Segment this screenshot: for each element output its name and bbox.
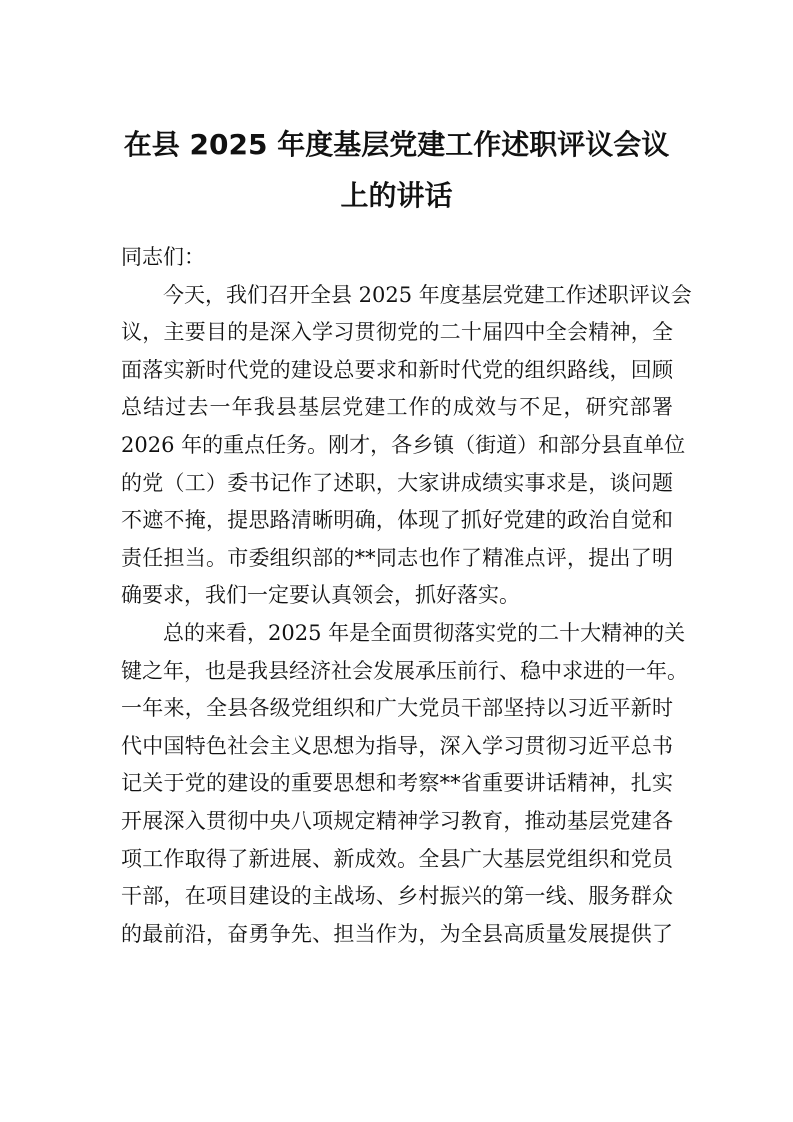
paragraph-line: 项工作取得了新进展、新成效。全县广大基层党组织和党员 bbox=[121, 846, 673, 871]
salutation: 同志们： bbox=[121, 245, 205, 269]
paragraph-2 bbox=[121, 615, 688, 953]
paragraph-line: 键之年，也是我县经济社会发展承压前行、稳中求进的一年。 bbox=[121, 658, 688, 683]
paragraph-line: 记关于党的建设的重要思想和考察**省重要讲话精神，扎实 bbox=[121, 771, 673, 796]
paragraph-line: 的党（工）委书记作了述职，大家讲成绩实事求是，谈问题 bbox=[121, 470, 673, 495]
paragraph-1 bbox=[121, 277, 692, 615]
document-body bbox=[121, 239, 692, 953]
paragraph-line: 一年来，全县各级党组织和广大党员干部坚持以习近平新时 bbox=[121, 696, 673, 721]
paragraph-line: 今天，我们召开全县 2025 年度基层党建工作述职评议会 bbox=[163, 282, 692, 307]
paragraph-line: 总的来看，2025 年是全面贯彻落实党的二十大精神的关 bbox=[163, 620, 686, 645]
paragraph-line: 责任担当。市委组织部的**同志也作了精准点评，提出了明 bbox=[121, 545, 673, 570]
paragraph-line: 不遮不掩，提思路清晰明确，体现了抓好党建的政治自觉和 bbox=[121, 508, 673, 533]
paragraph-line: 开展深入贯彻中央八项规定精神学习教育，推动基层党建各 bbox=[121, 808, 673, 833]
paragraph-line: 面落实新时代党的建设总要求和新时代党的组织路线，回顾 bbox=[121, 357, 673, 382]
paragraph-line: 干部，在项目建设的主战场、乡村振兴的第一线、服务群众 bbox=[121, 884, 673, 909]
paragraph-line: 确要求，我们一定要认真领会，抓好落实。 bbox=[121, 583, 520, 608]
paragraph-line: 2026 年的重点任务。刚才，各乡镇（街道）和部分县直单位 bbox=[121, 432, 686, 457]
page-title-line-2: 上的讲话 bbox=[340, 179, 453, 212]
paragraph-line: 总结过去一年我县基层党建工作的成效与不足，研究部署 bbox=[121, 395, 673, 420]
page-title-line-1: 在县 2025 年度基层党建工作述职评议会议 bbox=[123, 128, 670, 161]
paragraph-line: 议，主要目的是深入学习贯彻党的二十届四中全会精神，全 bbox=[121, 320, 673, 345]
paragraph-line: 代中国特色社会主义思想为指导，深入学习贯彻习近平总书 bbox=[121, 733, 673, 758]
paragraph-line: 的最前沿，奋勇争先、担当作为，为全县高质量发展提供了 bbox=[121, 921, 673, 946]
